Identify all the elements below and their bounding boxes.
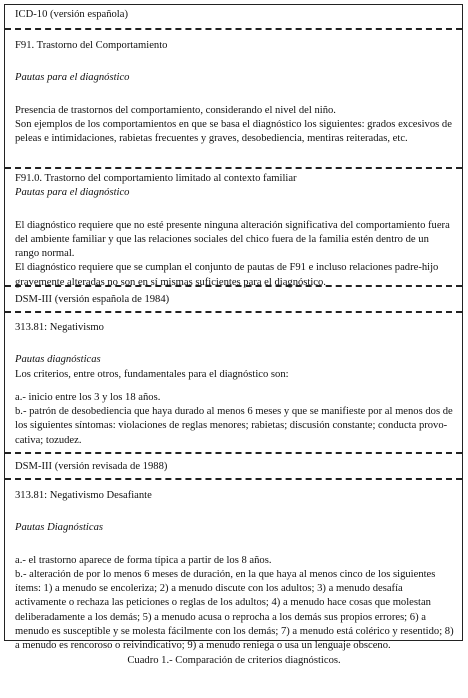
f910-paragraph: El diagnóstico requiere que no esté presente ninguna alteración significativa del comportamiento fuera del ambiente familiar y que las relaciones sociales del chico fuera de la familia estén dentro de un rango normal.: [15, 219, 450, 260]
dsm3-block: [15, 321, 454, 448]
dashed-divider: [5, 285, 462, 287]
f91-guidelines-label: Pautas para el diagnóstico: [15, 72, 130, 84]
table-caption: Cuadro 1.- Comparación de criterios diagnósticos.: [127, 655, 341, 666]
f910-paragraph: El diagnóstico requiere que se cumplan el conjunto de pautas de F91 e incluso relaciones padre-hijo gravemente alteradas no son en sí mismas suficientes para el diagnóstico.: [15, 262, 439, 288]
dsm3r-guidelines-label: Pautas Diagnósticas: [15, 522, 103, 534]
dsm3r-block: [15, 489, 454, 654]
icd-header: ICD-10 (versión española): [15, 9, 128, 20]
dashed-divider: [5, 28, 462, 30]
dsm3-guidelines-label: Pautas diagnósticas: [15, 354, 101, 366]
dsm3-intro: Los criterios, entre otros, fundamentales para el diagnóstico son:: [15, 368, 289, 380]
f91-paragraph: Presencia de trastornos del comportamiento, considerando el nivel del niño.: [15, 104, 336, 116]
dsm3-item: b.- patrón de desobediencia que haya durado al menos 6 meses y que se manifieste por al menos dos de los siguientes síntomas: violaciones de reglas menores; rabietas; discusión constante; conducta provo-cativa; tozudez.: [15, 406, 453, 446]
dashed-divider: [5, 167, 462, 169]
dsm3r-header: DSM-III (versión revisada de 1988): [15, 461, 168, 472]
dsm3-header: DSM-III (versión española de 1984): [15, 294, 170, 305]
dsm3r-item: b.- alteración de por lo menos 6 meses de duración, en la que haya al menos cinco de los siguientes ítems: 1) a menudo se encoleriza; 2) a menudo discute con los adultos; 3) a menudo desafía activamente o rechaza las peticiones o reglas de los adultos; 4) a menudo hace cosas que molestan deliberadamente a los demás; 5) a menudo acusa o reprocha a los demás sus propios errores; 6) a menudo es susceptible y se molesta fácilmente con los demás; 7) a menudo está colérico y resentido; 8) a menudo es rencoroso o reivindicativo; 9) a menudo reniega o usa un lenguaje obsceno.: [15, 568, 454, 652]
icd-f91-block: [15, 39, 454, 146]
icd-f910-block: [15, 172, 454, 290]
dsm3-code-title: 313.81: Negativismo: [15, 322, 104, 333]
dsm3r-item: a.- el trastorno aparece de forma típica a partir de los 8 años.: [15, 554, 272, 566]
dsm3-item: a.- inicio entre los 3 y los 18 años.: [15, 391, 161, 403]
dashed-divider: [5, 478, 462, 480]
dashed-divider: [5, 311, 462, 313]
f91-paragraph: Son ejemplos de los comportamientos en que se basa el diagnóstico los siguientes: grados excesivos de peleas e intimidaciones, rabietas frecuentes y graves, desobediencia, mentiras reiteradas, etc.: [15, 118, 452, 145]
f910-guidelines-label: Pautas para el diagnóstico: [15, 187, 130, 199]
criteria-table: [4, 4, 463, 652]
f910-title: F91.0. Trastorno del comportamiento limitado al contexto familiar: [15, 173, 297, 184]
f91-title: F91. Trastorno del Comportamiento: [15, 40, 168, 51]
dsm3r-code-title: 313.81: Negativismo Desafiante: [15, 490, 152, 501]
dashed-divider: [5, 452, 462, 454]
